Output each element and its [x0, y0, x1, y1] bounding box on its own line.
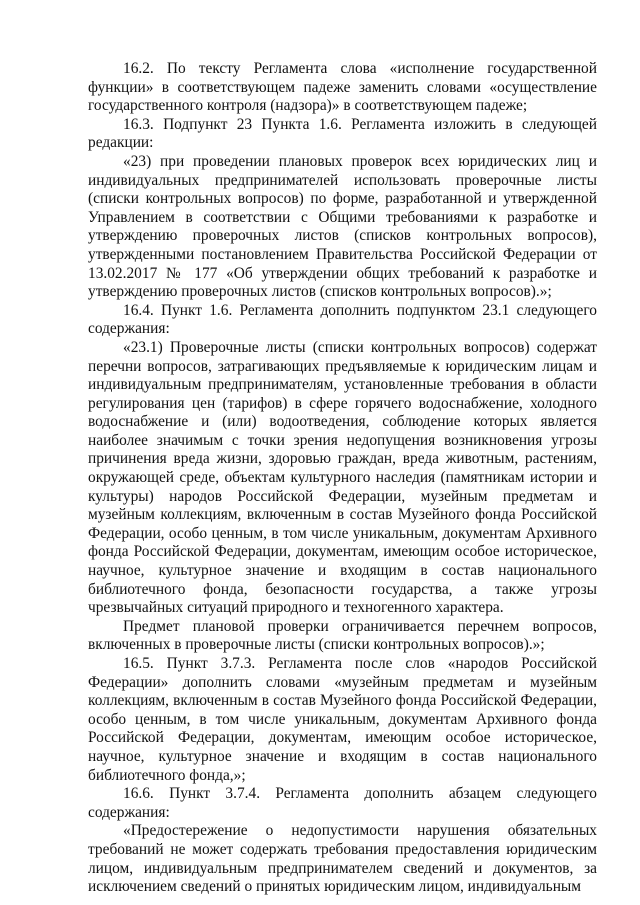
paragraph-16-6: 16.6. Пункт 3.7.4. Регламента дополнить абзацем следующего содержания: — [88, 785, 597, 821]
paragraph-subpoint-23-1: «23.1) Проверочные листы (списки контрольных вопросов) содержат перечни вопросов, затрагивающих предъявляемые к юридическим лицам и индивидуальным предпринимателям, установленные требования в области регулирования цен (тарифов) в сфере горячего водоснабжение, холодного водоснабжение и (или) водоотведения, соблюдение которых является наиболее значимым с точки зрения недопущения возникновения угрозы причинения вреда жизни, здоровью граждан, вреда животным, растениям, окружающей среде, объектам культурного наследия (памятникам истории и культуры) народов Российской Федерации, музейным предметам и музейным коллекциям, включенным в состав Музейного фонда Российской Федерации, особо ценным, в том числе уникальным, документам Архивного фонда Российской Федерации, документам, имеющим особое историческое, научное, культурное значение и входящим в состав национального библиотечного фонда, безопасности государства, а также угрозы чрезвычайных ситуаций природного и техногенного характера. — [88, 338, 597, 617]
paragraph-subpoint-23: «23) при проведении плановых проверок всех юридических лиц и индивидуальных предпринимателей использовать проверочные листы (списки контрольных вопросов) по форме, разработанной и утвержденной Управлением в соответствии с Общими требованиями к разработке и утверждению проверочных листов (списков контрольных вопросов), утвержденными постановлением Правительства Российской Федерации от 13.02.2017 № 177 «Об утверждении общих требований к разработке и утверждению проверочных листов (списков контрольных вопросов).»; — [88, 152, 597, 301]
document-page — [88, 60, 597, 897]
paragraph-16-2: 16.2. По тексту Регламента слова «исполнение государственной функции» в соответствующем падеже заменить словами «осуществление государственного контроля (надзора)» в соответствующем падеже; — [88, 60, 597, 115]
paragraph-warning: «Предостережение о недопустимости нарушения обязательных требований не может содержать требования предоставления юридическим лицом, индивидуальным предпринимателем сведений и документов, за исключением сведений о принятых юридическим лицом, индивидуальным — [88, 822, 597, 896]
paragraph-inspection-subject: Предмет плановой проверки ограничивается перечнем вопросов, включенных в проверочные листы (списки контрольных вопросов).»; — [88, 617, 597, 654]
paragraph-16-3: 16.3. Подпункт 23 Пункта 1.6. Регламента изложить в следующей редакции: — [88, 115, 597, 152]
paragraph-16-5: 16.5. Пункт 3.7.3. Регламента после слов «народов Российской Федерации» дополнить словами «музейным предметам и музейным коллекциям, включенным в состав Музейного фонда Российской Федерации, особо ценным, в том числе уникальным, документам Архивного фонда Российской Федерации, документам, имеющим особое историческое, научное, культурное значение и входящим в состав национального библиотечного фонда,»; — [88, 655, 597, 784]
paragraph-16-4: 16.4. Пункт 1.6. Регламента дополнить подпунктом 23.1 следующего содержания: — [88, 301, 597, 338]
